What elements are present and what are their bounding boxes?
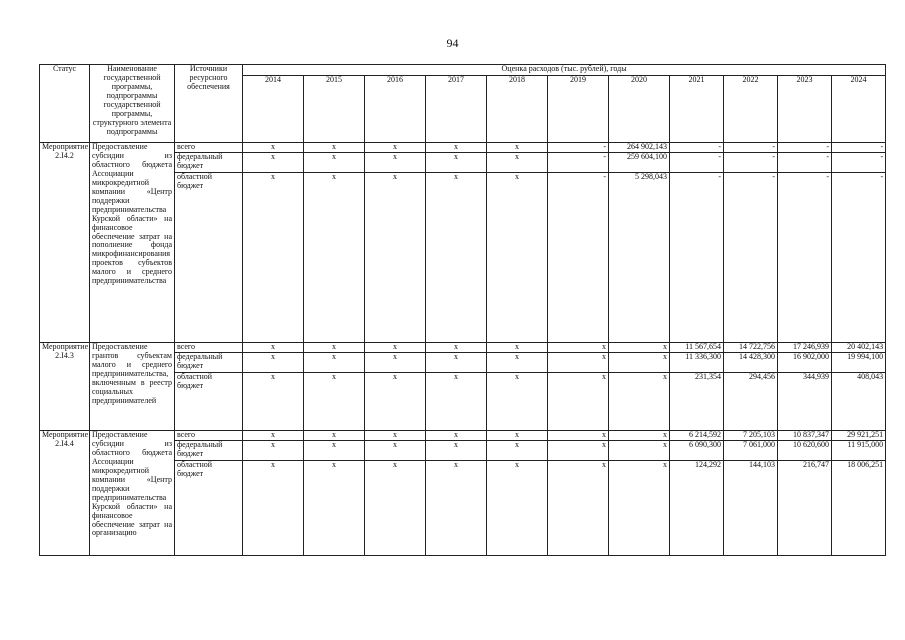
value-cell: 264 902,143: [609, 143, 670, 153]
header-year: 2020: [609, 76, 670, 143]
source-cell: федеральный бюджет: [175, 441, 243, 461]
header-status: Статус: [40, 65, 90, 143]
value-cell: х: [243, 153, 304, 173]
value-cell: -: [778, 173, 832, 343]
description-cell: Предоставление субсидии из областного бюджета Ассоциации микрокредитной компании «Центр поддержки предпринимательства Курской области» на финансовое обеспечение затрат на организацию: [90, 431, 175, 556]
value-cell: 231,354: [670, 373, 724, 431]
value-cell: -: [778, 153, 832, 173]
value-cell: х: [243, 143, 304, 153]
value-cell: х: [487, 143, 548, 153]
value-cell: х: [304, 343, 365, 353]
source-cell: всего: [175, 431, 243, 441]
value-cell: х: [487, 173, 548, 343]
value-cell: 344,939: [778, 373, 832, 431]
value-cell: х: [243, 461, 304, 556]
value-cell: 19 994,100: [832, 353, 886, 373]
value-cell: х: [487, 343, 548, 353]
value-cell: х: [548, 441, 609, 461]
header-year: 2022: [724, 76, 778, 143]
header-year: 2019: [548, 76, 609, 143]
value-cell: х: [609, 373, 670, 431]
value-cell: х: [487, 353, 548, 373]
value-cell: х: [548, 431, 609, 441]
value-cell: х: [426, 373, 487, 431]
value-cell: 408,043: [832, 373, 886, 431]
value-cell: х: [548, 373, 609, 431]
value-cell: 11 567,654: [670, 343, 724, 353]
value-cell: х: [365, 143, 426, 153]
value-cell: х: [426, 343, 487, 353]
source-cell: областной бюджет: [175, 173, 243, 343]
value-cell: 124,292: [670, 461, 724, 556]
value-cell: 7 205,103: [724, 431, 778, 441]
status-cell: Мероприятие 2.I4.3: [40, 343, 90, 431]
value-cell: х: [487, 373, 548, 431]
value-cell: 14 428,300: [724, 353, 778, 373]
value-cell: х: [304, 431, 365, 441]
header-year: 2018: [487, 76, 548, 143]
value-cell: х: [487, 441, 548, 461]
value-cell: х: [304, 143, 365, 153]
value-cell: х: [609, 343, 670, 353]
value-cell: х: [426, 173, 487, 343]
header-source: Источники ресурсного обеспечения: [175, 65, 243, 143]
value-cell: х: [243, 431, 304, 441]
source-cell: областной бюджет: [175, 461, 243, 556]
value-cell: -: [548, 153, 609, 173]
value-cell: х: [487, 431, 548, 441]
value-cell: х: [304, 173, 365, 343]
value-cell: -: [832, 173, 886, 343]
page-number: 94: [446, 36, 459, 50]
value-cell: х: [487, 153, 548, 173]
value-cell: х: [304, 461, 365, 556]
value-cell: 259 604,100: [609, 153, 670, 173]
value-cell: 14 722,756: [724, 343, 778, 353]
value-cell: х: [304, 153, 365, 173]
status-cell: Мероприятие 2.I4.4: [40, 431, 90, 556]
header-estimate: Оценка расходов (тыс. рублей), годы: [243, 65, 886, 76]
value-cell: -: [670, 143, 724, 153]
source-cell: областной бюджет: [175, 373, 243, 431]
value-cell: х: [426, 441, 487, 461]
header-year: 2021: [670, 76, 724, 143]
value-cell: х: [365, 343, 426, 353]
header-year: 2014: [243, 76, 304, 143]
value-cell: -: [548, 143, 609, 153]
value-cell: 20 402,143: [832, 343, 886, 353]
value-cell: -: [548, 173, 609, 343]
value-cell: х: [243, 173, 304, 343]
source-cell: федеральный бюджет: [175, 153, 243, 173]
source-cell: всего: [175, 343, 243, 353]
header-year: 2016: [365, 76, 426, 143]
value-cell: х: [243, 353, 304, 373]
header-name: Наименование государственной программы, подпрограммы государственной программы, структурного элемента подпрограммы: [90, 65, 175, 143]
value-cell: 7 061,000: [724, 441, 778, 461]
value-cell: х: [426, 461, 487, 556]
value-cell: 5 298,043: [609, 173, 670, 343]
value-cell: 10 620,600: [778, 441, 832, 461]
header-year: 2015: [304, 76, 365, 143]
value-cell: х: [243, 441, 304, 461]
value-cell: х: [365, 441, 426, 461]
value-cell: х: [609, 431, 670, 441]
value-cell: 16 902,000: [778, 353, 832, 373]
value-cell: 6 214,592: [670, 431, 724, 441]
value-cell: -: [724, 173, 778, 343]
value-cell: х: [304, 441, 365, 461]
source-cell: федеральный бюджет: [175, 353, 243, 373]
value-cell: х: [365, 431, 426, 441]
value-cell: х: [304, 373, 365, 431]
value-cell: х: [365, 373, 426, 431]
description-cell: Предоставление субсидии из областного бюджета Ассоциации микрокредитной компании «Центр поддержки предпринимательства Курской области» на финансовое обеспечение затрат на пополнение фонда микрофинансирования проектов субъектов малого и среднего предпринимательства: [90, 143, 175, 343]
value-cell: х: [487, 461, 548, 556]
expenditure-table: [39, 64, 886, 556]
value-cell: х: [609, 353, 670, 373]
value-cell: -: [724, 153, 778, 173]
value-cell: 18 006,251: [832, 461, 886, 556]
value-cell: -: [778, 143, 832, 153]
value-cell: -: [724, 143, 778, 153]
value-cell: х: [609, 441, 670, 461]
value-cell: х: [243, 373, 304, 431]
value-cell: -: [670, 153, 724, 173]
header-year: 2023: [778, 76, 832, 143]
status-cell: Мероприятие 2.I4.2: [40, 143, 90, 343]
value-cell: 144,103: [724, 461, 778, 556]
value-cell: х: [426, 153, 487, 173]
value-cell: х: [365, 353, 426, 373]
value-cell: 10 837,347: [778, 431, 832, 441]
value-cell: х: [243, 343, 304, 353]
value-cell: 11 336,300: [670, 353, 724, 373]
header-year: 2017: [426, 76, 487, 143]
value-cell: х: [365, 461, 426, 556]
value-cell: -: [832, 153, 886, 173]
value-cell: х: [426, 143, 487, 153]
source-cell: всего: [175, 143, 243, 153]
value-cell: -: [832, 143, 886, 153]
description-cell: Предоставление грантов субъектам малого и среднего предпринимательства, включенным в реестр социальных предпринимателей: [90, 343, 175, 431]
value-cell: -: [670, 173, 724, 343]
value-cell: 17 246,939: [778, 343, 832, 353]
value-cell: х: [426, 431, 487, 441]
value-cell: х: [548, 353, 609, 373]
value-cell: х: [548, 461, 609, 556]
value-cell: 6 090,300: [670, 441, 724, 461]
value-cell: х: [304, 353, 365, 373]
value-cell: х: [365, 153, 426, 173]
value-cell: х: [609, 461, 670, 556]
value-cell: 11 915,000: [832, 441, 886, 461]
value-cell: х: [548, 343, 609, 353]
value-cell: 216,747: [778, 461, 832, 556]
header-year: 2024: [832, 76, 886, 143]
value-cell: х: [426, 353, 487, 373]
value-cell: х: [365, 173, 426, 343]
value-cell: 29 921,251: [832, 431, 886, 441]
value-cell: 294,456: [724, 373, 778, 431]
